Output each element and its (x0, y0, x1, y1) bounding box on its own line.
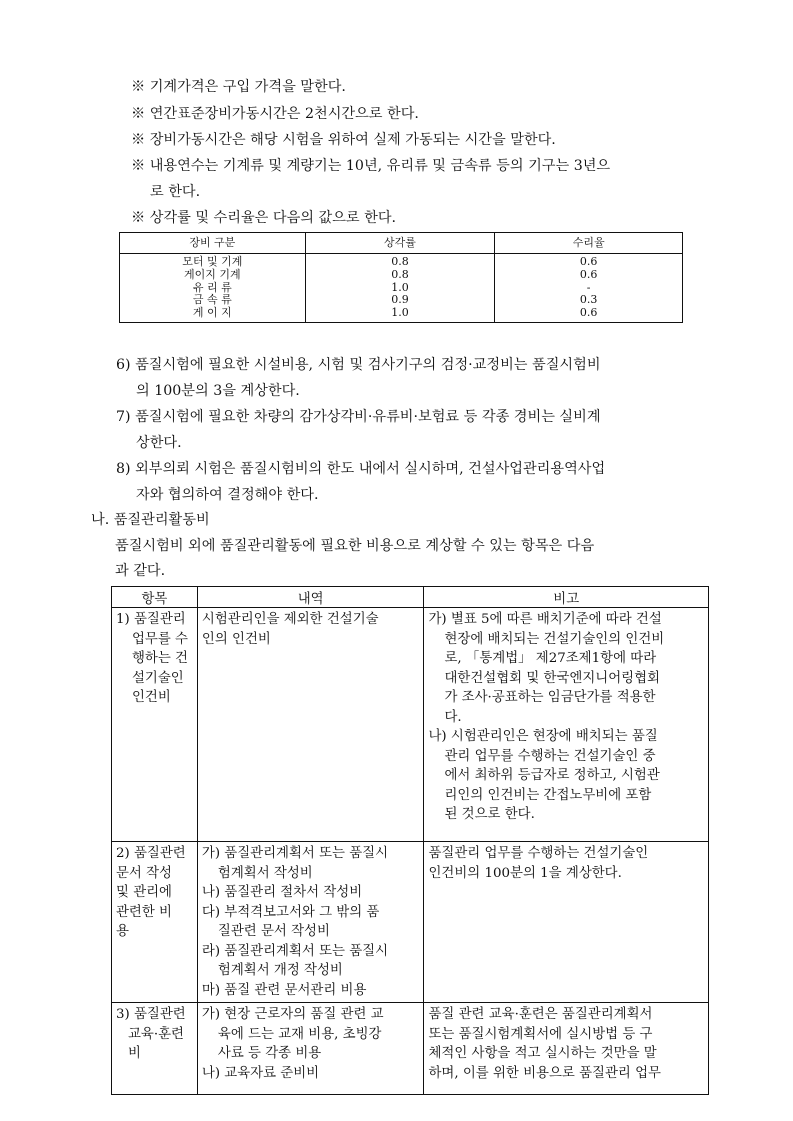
table-cell: 비 (128, 1046, 141, 1061)
table-cell: 품질관리 업무를 수행하는 건설기술인 (428, 846, 649, 861)
table-cell: 가) 품질관리계획서 또는 품질시 (201, 846, 389, 861)
table-cell: 인건비 (132, 690, 171, 705)
table-cell: 품질 관련 교육·훈련은 품질관리계획서 (428, 1007, 653, 1022)
table-cell: 리인의 인건비는 간접노무비에 포함 (444, 787, 652, 803)
repair-rates (495, 254, 683, 323)
item-8: 8) 외부의뢰 시험은 품질시험비의 한도 내에서 실시하며, 건설사업관리용역사업 (116, 461, 606, 477)
table-cell: 라) 품질관리계획서 또는 품질시 (201, 943, 389, 959)
remark-cell (424, 608, 709, 842)
item-cell (112, 608, 198, 842)
table-cell: 0.9 (391, 293, 409, 307)
table-cell: 체적인 사항을 적고 실시하는 것만을 말 (428, 1046, 657, 1061)
section-intro: 품질시험비 외에 품질관리활동에 필요한 비용으로 계상할 수 있는 항목은 다음 (115, 538, 595, 554)
column-header: 항목 (112, 587, 198, 608)
quality-activity-table (111, 586, 709, 1095)
table-cell: 게이지 기계 (184, 267, 241, 281)
table-cell: 된 것으로 한다. (444, 807, 535, 822)
table-cell: 교육·훈련 (128, 1026, 184, 1042)
table-cell: 인의 인건비 (201, 631, 271, 647)
table-cell: 0.6 (579, 255, 598, 268)
note-5: ※ 상각률 및 수리율은 다음의 값으로 한다. (131, 210, 397, 226)
table-cell: 관리 업무를 수행하는 건설기술인 중 (444, 748, 656, 764)
column-header: 상각률 (305, 233, 495, 254)
table-cell: 모터 및 기계 (182, 255, 243, 268)
item-6: 6) 품질시험에 필요한 시설비용, 시험 및 검사기구의 검정·교정비는 품질시험비 (116, 357, 601, 373)
table-cell: 0.8 (391, 267, 409, 281)
note-4: ※ 내용연수는 기계류 및 계량기는 10년, 유리류 및 금속류 등의 기구는 3년으 (131, 158, 611, 174)
column-header: 내역 (197, 587, 424, 608)
table-cell: 관련한 비 (116, 904, 172, 920)
table-row (112, 1003, 709, 1095)
table-row (112, 842, 709, 1003)
item-7: 7) 품질시험에 필요한 차량의 감가상각비·유류비·보험료 등 각종 경비는 실비계 (116, 409, 601, 425)
table-cell: 가 조사·공표하는 임금단가를 적용한 (444, 690, 656, 705)
table-cell: 3) 품질관련 (116, 1007, 186, 1022)
table-cell: 다. (444, 709, 462, 725)
table-cell: 1) 품질관리 (116, 612, 186, 627)
table-cell: 현장에 배치되는 건설기술인의 인건비 (444, 631, 665, 647)
depreciation-rates (305, 254, 495, 323)
note-2: ※ 연간표준장비가동시간은 2천시간으로 한다. (131, 106, 419, 122)
table-cell: 하며, 이를 위한 비용으로 품질관리 업무 (428, 1065, 661, 1081)
table-cell: - (586, 280, 591, 294)
table-cell: 험계획서 작성비 (217, 865, 313, 881)
note-4-cont: 로 한다. (150, 184, 201, 200)
section-title: 나. 품질관리활동비 (91, 512, 210, 528)
table-row (112, 608, 709, 842)
depreciation-table-header (120, 233, 683, 254)
table-cell: 사료 등 각종 비용 (217, 1046, 322, 1061)
table-cell: 용 (116, 924, 129, 939)
table-cell: 에서 최하위 등급자로 정하고, 시험관 (444, 768, 660, 783)
detail-cell (197, 842, 424, 1003)
table-cell: 험계획서 개정 작성비 (217, 963, 343, 978)
table-cell: 나) 품질관리 절차서 작성비 (201, 885, 363, 900)
item-6-cont: 의 100분의 3을 계상한다. (136, 383, 300, 399)
table-cell: 행하는 건 (132, 651, 188, 666)
table-cell: 게 이 지 (192, 306, 232, 320)
column-header: 비고 (424, 587, 709, 608)
table-cell: 마) 품질 관련 문서관리 비용 (201, 982, 367, 998)
table-cell: 업무를 수 (132, 631, 188, 647)
activity-table-header (112, 587, 709, 608)
table-cell: 질관련 문서 작성비 (217, 924, 330, 939)
item-cell (112, 842, 198, 1003)
table-cell: 다) 부적격보고서와 그 밖의 품 (201, 904, 380, 920)
table-cell: 로, 「통계법」 제27조제1항에 따라 (444, 651, 657, 666)
column-header: 수리율 (495, 233, 683, 254)
depreciation-table-body (120, 254, 683, 323)
table-cell: 나) 교육자료 준비비 (201, 1065, 320, 1081)
note-3: ※ 장비가동시간은 해당 시험을 위하여 실제 가동되는 시간을 말한다. (131, 132, 556, 148)
depreciation-table (119, 232, 683, 323)
note-1: ※ 기계가격은 구입 가격을 말한다. (131, 79, 346, 95)
equipment-names (120, 254, 306, 323)
table-cell: 및 관리에 (116, 885, 172, 900)
table-cell: 대한건설협회 및 한국엔지니어링협회 (444, 670, 660, 686)
table-cell: 1.0 (391, 306, 409, 320)
column-header: 장비 구분 (120, 233, 306, 254)
table-cell: 1.0 (391, 280, 409, 294)
item-7-cont: 상한다. (136, 435, 182, 451)
table-cell: 0.3 (579, 293, 598, 307)
table-cell: 2) 품질관련 (116, 846, 186, 861)
table-cell: 나) 시험관리인은 현장에 배치되는 품질 (428, 729, 658, 744)
item-cell (112, 1003, 198, 1095)
table-cell: 유 리 류 (192, 280, 232, 294)
detail-cell (197, 1003, 424, 1095)
table-cell: 시험관리인을 제외한 건설기술 (201, 612, 379, 627)
table-cell: 문서 작성 (116, 865, 172, 881)
table-cell: 육에 드는 교재 비용, 초빙강 (217, 1026, 382, 1042)
table-cell: 또는 품질시험계획서에 실시방법 등 구 (428, 1026, 653, 1042)
section-intro-cont: 과 같다. (115, 563, 166, 579)
table-cell: 가) 별표 5에 따른 배치기준에 따라 건설 (428, 612, 662, 627)
remark-cell (424, 1003, 709, 1095)
table-cell: 설기술인 (132, 670, 184, 686)
table-cell: 0.6 (579, 306, 598, 320)
table-cell: 금 속 류 (192, 293, 232, 307)
remark-cell (424, 842, 709, 1003)
table-cell: 0.8 (391, 255, 409, 268)
item-8-cont: 자와 협의하여 결정해야 한다. (136, 487, 319, 503)
table-cell: 0.6 (579, 267, 598, 281)
detail-cell (197, 608, 424, 842)
table-cell: 가) 현장 근로자의 품질 관련 교 (201, 1007, 384, 1022)
table-cell: 인건비의 100분의 1을 계상한다. (428, 865, 622, 881)
